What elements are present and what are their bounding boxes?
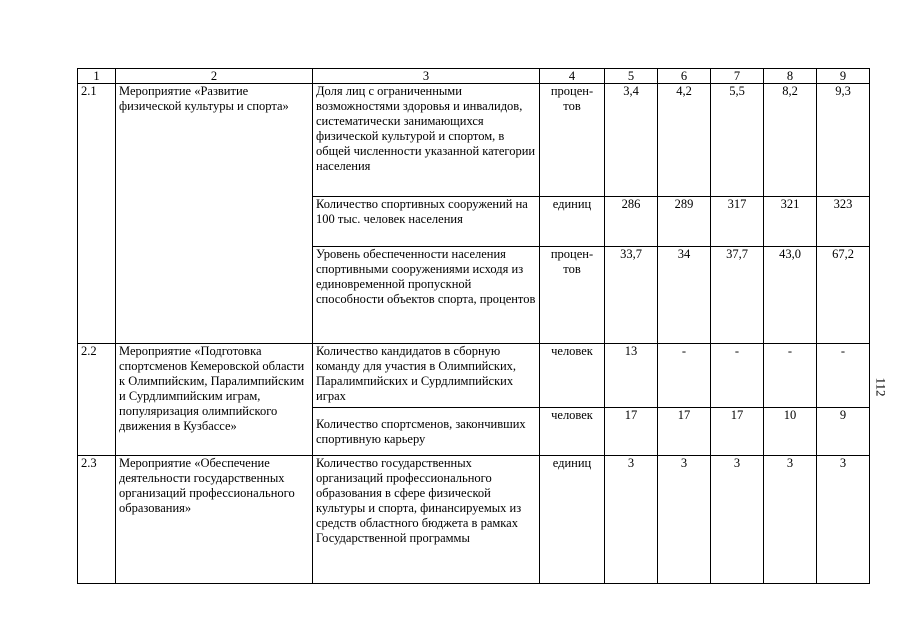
value-cell: 37,7 [711,247,764,344]
header-cell: 1 [78,69,116,84]
unit-cell: человек [540,408,605,456]
header-cell: 4 [540,69,605,84]
value-cell: - [658,344,711,408]
value-cell: 3 [711,456,764,584]
indicator-name: Доля лиц с ограниченными возможностями здоровья и инвалидов, систематически занимающихся физической культурой и спортом, в общей численности указанной категории населения [313,84,540,197]
value-cell: 317 [711,197,764,247]
header-cell: 7 [711,69,764,84]
indicator-name: Количество кандидатов в сборную команду для участия в Олимпийских, Паралимпийских и Сурдлимпийских играх [313,344,540,408]
indicator-name: Количество спортивных сооружений на 100 тыс. человек населения [313,197,540,247]
indicator-name: Уровень обеспеченности населения спортивными сооружениями исходя из единовременной пропускной способности объектов спорта, процентов [313,247,540,344]
header-cell: 8 [764,69,817,84]
indicator-name: Количество спортсменов, закончивших спортивную карьеру [313,408,540,456]
page-number [873,374,889,400]
value-cell: 3 [605,456,658,584]
unit-cell: процен-тов [540,247,605,344]
value-cell: 3 [817,456,870,584]
value-cell: 34 [658,247,711,344]
value-cell: - [764,344,817,408]
header-cell: 2 [116,69,313,84]
header-cell: 3 [313,69,540,84]
unit-cell: единиц [540,197,605,247]
value-cell: 33,7 [605,247,658,344]
value-cell: 286 [605,197,658,247]
value-cell: 67,2 [817,247,870,344]
value-cell: 13 [605,344,658,408]
value-cell: 17 [658,408,711,456]
row-number: 2.1 [78,84,116,344]
value-cell: 17 [711,408,764,456]
value-cell: 17 [605,408,658,456]
value-cell: 321 [764,197,817,247]
value-cell: 8,2 [764,84,817,197]
value-cell: - [711,344,764,408]
table-row [78,456,870,584]
event-name: Мероприятие «Подготовка спортсменов Кемеровской области к Олимпийским, Паралимпийским и Сурдлимпийским играм, популяризация олимпийского движения в Кузбассе» [116,344,313,456]
header-cell: 9 [817,69,870,84]
header-cell: 5 [605,69,658,84]
value-cell: 9,3 [817,84,870,197]
header-row [78,69,870,84]
unit-cell: процен-тов [540,84,605,197]
row-number: 2.3 [78,456,116,584]
value-cell: 43,0 [764,247,817,344]
event-name: Мероприятие «Развитие физической культуры и спорта» [116,84,313,344]
page-number-text: 112 [874,377,889,397]
indicators-table [77,68,870,584]
table-row [78,344,870,408]
unit-cell: человек [540,344,605,408]
value-cell: 10 [764,408,817,456]
value-cell: 3,4 [605,84,658,197]
event-name: Мероприятие «Обеспечение деятельности государственных организаций профессионального образования» [116,456,313,584]
value-cell: - [817,344,870,408]
indicator-name: Количество государственных организаций профессионального образования в сфере физической культуры и спорта, финансируемых из средств областного бюджета в рамках Государственной программы [313,456,540,584]
value-cell: 289 [658,197,711,247]
header-cell: 6 [658,69,711,84]
value-cell: 4,2 [658,84,711,197]
value-cell: 3 [764,456,817,584]
row-number: 2.2 [78,344,116,456]
value-cell: 5,5 [711,84,764,197]
value-cell: 3 [658,456,711,584]
table-row [78,84,870,197]
value-cell: 323 [817,197,870,247]
value-cell: 9 [817,408,870,456]
unit-cell: единиц [540,456,605,584]
